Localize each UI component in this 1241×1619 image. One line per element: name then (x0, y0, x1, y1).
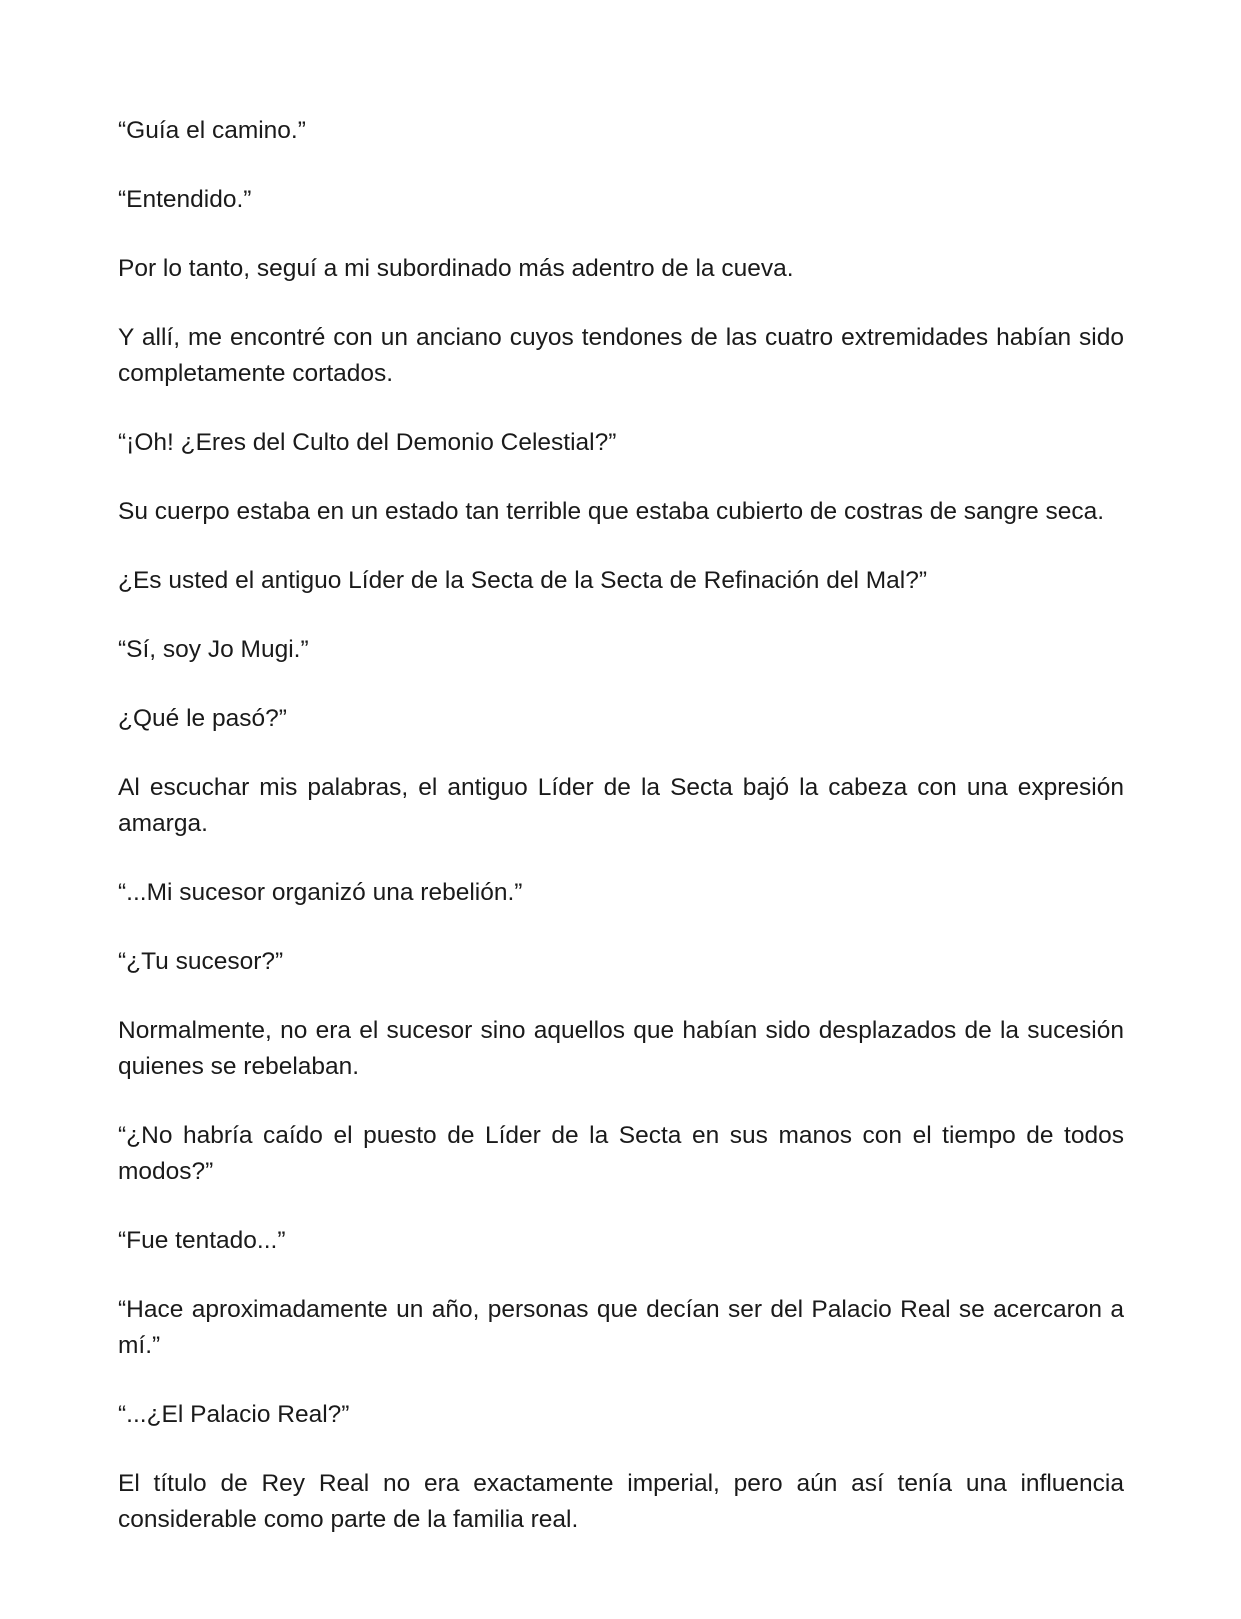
document-body (118, 113, 1124, 1571)
paragraph: El título de Rey Real no era exactamente imperial, pero aún así tenía una influencia considerable como parte de la familia real. (118, 1470, 1124, 1533)
paragraph: “Guía el camino.” (118, 117, 306, 144)
paragraph: “¿No habría caído el puesto de Líder de la Secta en sus manos con el tiempo de todos modos?” (118, 1122, 1124, 1185)
paragraph: Y allí, me encontré con un anciano cuyos tendones de las cuatro extremidades habían sido completamente cortados. (118, 324, 1124, 387)
paragraph: “¡Oh! ¿Eres del Culto del Demonio Celestial?” (118, 429, 617, 456)
paragraph: Su cuerpo estaba en un estado tan terrible que estaba cubierto de costras de sangre seca. (118, 498, 1105, 525)
paragraph: ¿Qué le pasó?” (118, 705, 287, 732)
paragraph: “Sí, soy Jo Mugi.” (118, 636, 309, 663)
paragraph: ¿Es usted el antiguo Líder de la Secta de la Secta de Refinación del Mal?” (118, 567, 927, 594)
paragraph: “...Mi sucesor organizó una rebelión.” (118, 879, 523, 906)
paragraph: Al escuchar mis palabras, el antiguo Líder de la Secta bajó la cabeza con una expresión amarga. (118, 774, 1124, 837)
paragraph: Por lo tanto, seguí a mi subordinado más adentro de la cueva. (118, 255, 794, 282)
paragraph: Normalmente, no era el sucesor sino aquellos que habían sido desplazados de la sucesión quienes se rebelaban. (118, 1017, 1124, 1080)
paragraph: “Fue tentado...” (118, 1227, 286, 1254)
paragraph: “¿Tu sucesor?” (118, 948, 284, 975)
paragraph: “...¿El Palacio Real?” (118, 1401, 350, 1428)
paragraph: “Hace aproximadamente un año, personas que decían ser del Palacio Real se acercaron a mí.” (118, 1296, 1124, 1359)
paragraph: “Entendido.” (118, 186, 252, 213)
